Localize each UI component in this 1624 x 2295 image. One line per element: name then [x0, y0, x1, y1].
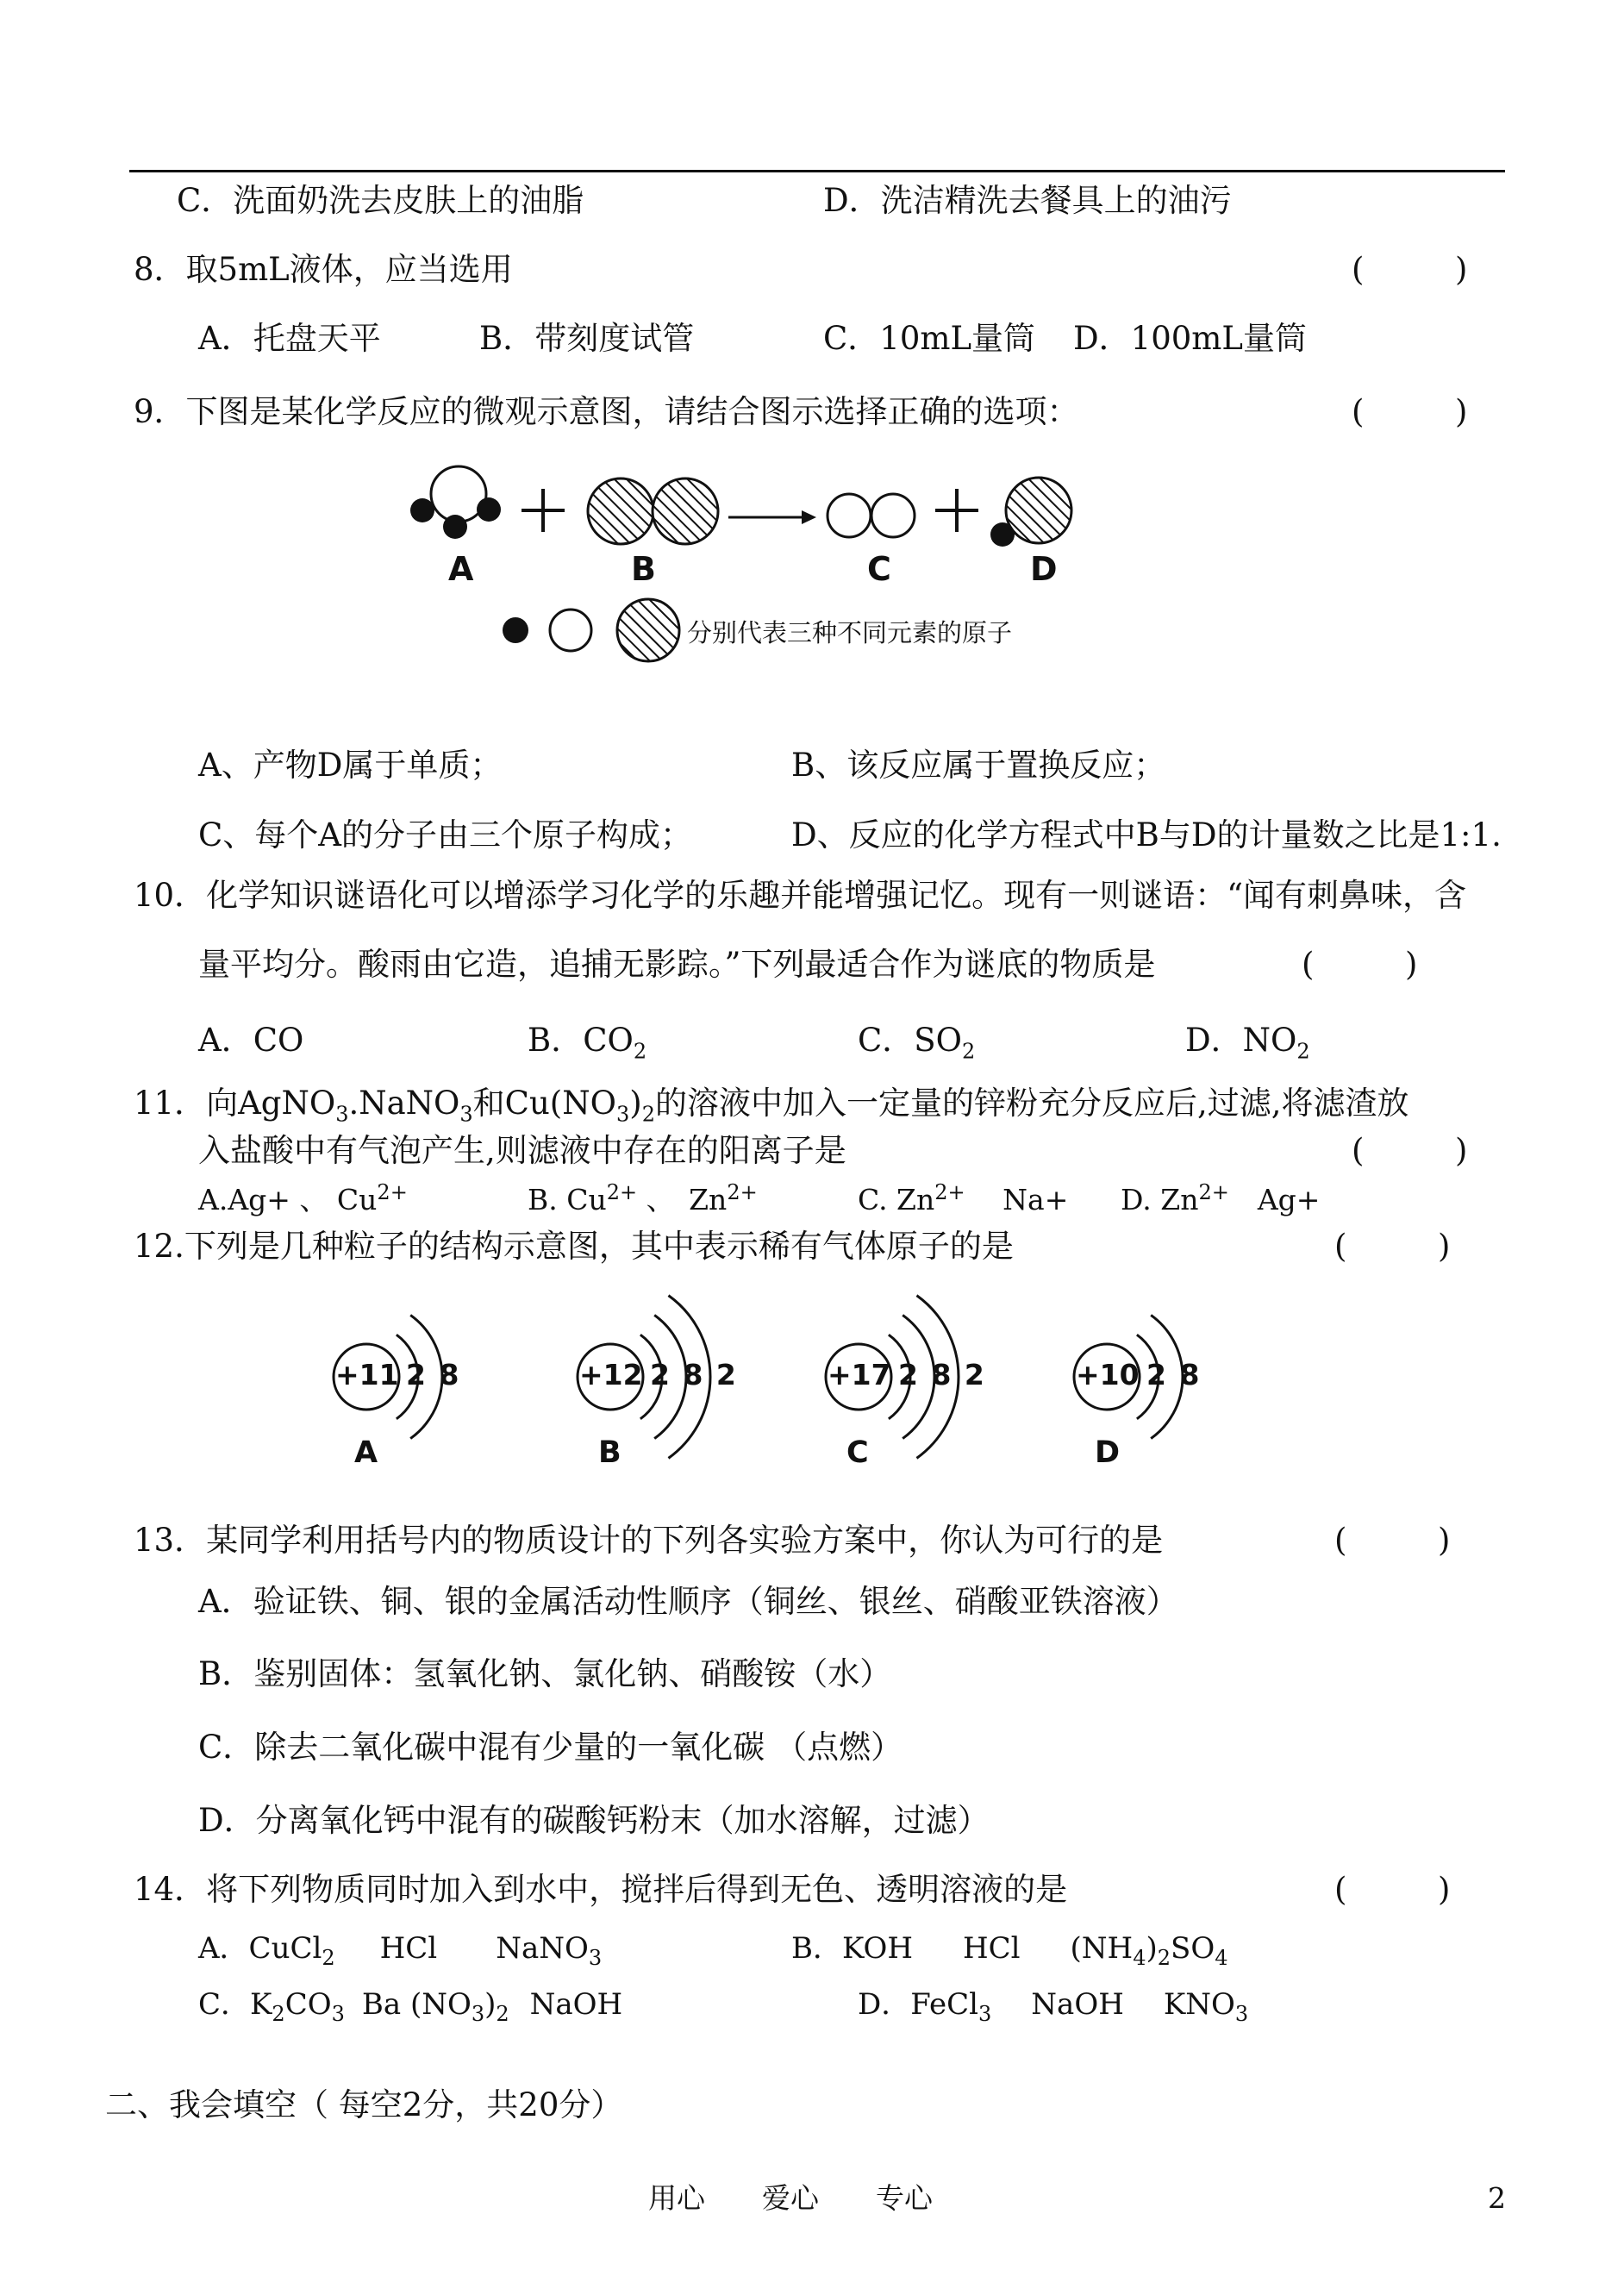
q14-stem: 14．将下列物质同时加入到水中，搅拌后得到无色、透明溶液的是 [134, 1871, 1068, 1908]
atom-electron-counts: 2 8 2 [650, 1358, 736, 1391]
molecule-d-icon [990, 478, 1071, 547]
q8-option-a: A．托盘天平 [198, 320, 381, 357]
q9-stem: 9．下图是某化学反应的微观示意图，请结合图示选择正确的选项： [134, 393, 1079, 430]
q10-stem-line1: 10．化学知识谜语化可以增添学习化学的乐趣并能增强记忆。现有一则谜语：“闻有刺鼻味，含 [134, 877, 1466, 914]
legend-white-atom-icon [550, 610, 591, 651]
q14-option-d: D．FeCl$_3$ NaOH $KNO_3$ [858, 1987, 1249, 2026]
q11-option-b: B. $Cu^{2+}$ 、 $Zn^{2+}$ [528, 1180, 758, 1216]
prev-option-c: C．洗面奶洗去皮肤上的油脂 [177, 182, 584, 219]
fig-label-c: C [867, 550, 891, 588]
atom-electron-counts: 2 8 [406, 1358, 459, 1391]
q13-option-b: B．鉴别固体：氢氧化钠、氯化钠、硝酸铵（水） [198, 1655, 892, 1692]
fig-label-d: D [1030, 550, 1058, 588]
q14-option-a: A．CuCl$_2$ HCl NaNO$_3$ [198, 1931, 603, 1970]
q14-option-b: B．KOH HCl $(NH_4)_2SO_4$ [791, 1931, 1228, 1970]
q9-option-b: B、该反应属于置换反应； [791, 747, 1166, 784]
q8-option-d: D．100mL量筒 [1073, 320, 1307, 357]
footer-motto: 用心 爱心 专心 [648, 2181, 933, 2215]
q13-stem: 13．某同学利用括号内的物质设计的下列各实验方案中，你认为可行的是 [134, 1522, 1164, 1559]
q10-option-a: A．CO [198, 1022, 304, 1059]
plus-icon [935, 489, 978, 532]
q9-option-d: D、反应的化学方程式中B与D的计量数之比是1:1. [791, 816, 1502, 854]
q11-option-a: A.Ag+ 、 $Cu^{2+}$ [198, 1180, 408, 1216]
atom-label: B [598, 1435, 621, 1470]
q10-option-c: C．$SO_2$ [858, 1022, 976, 1064]
prev-option-d: D．洗洁精洗去餐具上的油污 [823, 182, 1232, 219]
q8-option-b: B．带刻度试管 [479, 320, 695, 357]
q12-stem: 12.下列是几种粒子的结构示意图，其中表示稀有气体原子的是 [134, 1228, 1014, 1265]
section-2-heading: 二、我会填空（ 每空2分，共20分） [105, 2086, 623, 2123]
q11-stem-line2: 入盐酸中有气泡产生,则滤液中存在的阳离子是 [198, 1132, 846, 1169]
atom-nucleus-charge: +10 [1076, 1358, 1140, 1391]
q8-option-c: C．10mL量筒 [823, 320, 1036, 357]
atom-structure-diagrams [334, 1296, 1183, 1459]
atom-nucleus-charge: +17 [828, 1358, 891, 1391]
fig-label-a: A [448, 550, 474, 588]
atom-nucleus-charge: +11 [335, 1358, 399, 1391]
molecule-b-icon [588, 478, 718, 544]
q11-stem-line1: 11．向AgNO$_3$.NaNO$_3$和$Cu(NO_3)_2$的溶液中加入一定量的锌粉充分反应后,过滤,将滤渣放 [134, 1085, 1409, 1127]
q10-stem-line2: 量平均分。酸雨由它造，追捕无影踪。”下列最适合作为谜底的物质是 [198, 946, 1156, 983]
reaction-legend-text: 分别代表三种不同元素的原子 [687, 618, 1013, 647]
molecule-c-icon [828, 494, 915, 537]
q11-option-c: C. $Zn^{2+}$ Na+ [858, 1180, 1069, 1216]
q10-option-d: D．$NO_2$ [1185, 1022, 1310, 1064]
atom-nucleus-charge: +12 [579, 1358, 643, 1391]
molecule-a-icon [410, 466, 501, 539]
atom-label: C [846, 1435, 869, 1470]
q13-option-a: A．验证铁、铜、银的金属活动性顺序（铜丝、银丝、硝酸亚铁溶液） [198, 1583, 1178, 1620]
q9-option-a: A、产物D属于单质； [198, 747, 503, 784]
atom-label: A [354, 1435, 378, 1470]
reaction-arrow-icon [728, 510, 816, 524]
legend-black-atom-icon [503, 617, 528, 643]
q11-option-d: D. $Zn^{2+}$ Ag+ [1121, 1180, 1321, 1216]
page-number: 2 [1488, 2181, 1506, 2215]
atom-electron-counts: 2 8 2 [898, 1358, 984, 1391]
q10-option-b: B．$CO_2$ [528, 1022, 647, 1064]
q13-option-d: D．分离氧化钙中混有的碳酸钙粉末（加水溶解，过滤） [198, 1802, 990, 1839]
q14-option-c: C．$K_2CO_3$ Ba $(NO_3)_2$ NaOH [198, 1987, 623, 2026]
legend-hatched-atom-icon [617, 599, 679, 661]
atom-electron-counts: 2 8 [1146, 1358, 1200, 1391]
fig-label-b: B [631, 550, 656, 588]
q9-option-c: C、每个A的分子由三个原子构成； [198, 816, 693, 854]
atom-label: D [1095, 1435, 1121, 1470]
q13-option-c: C．除去二氧化碳中混有少量的一氧化碳 （点燃） [198, 1729, 903, 1766]
plus-icon [522, 489, 565, 532]
q8-stem: 8．取5mL液体，应当选用 [134, 251, 513, 288]
